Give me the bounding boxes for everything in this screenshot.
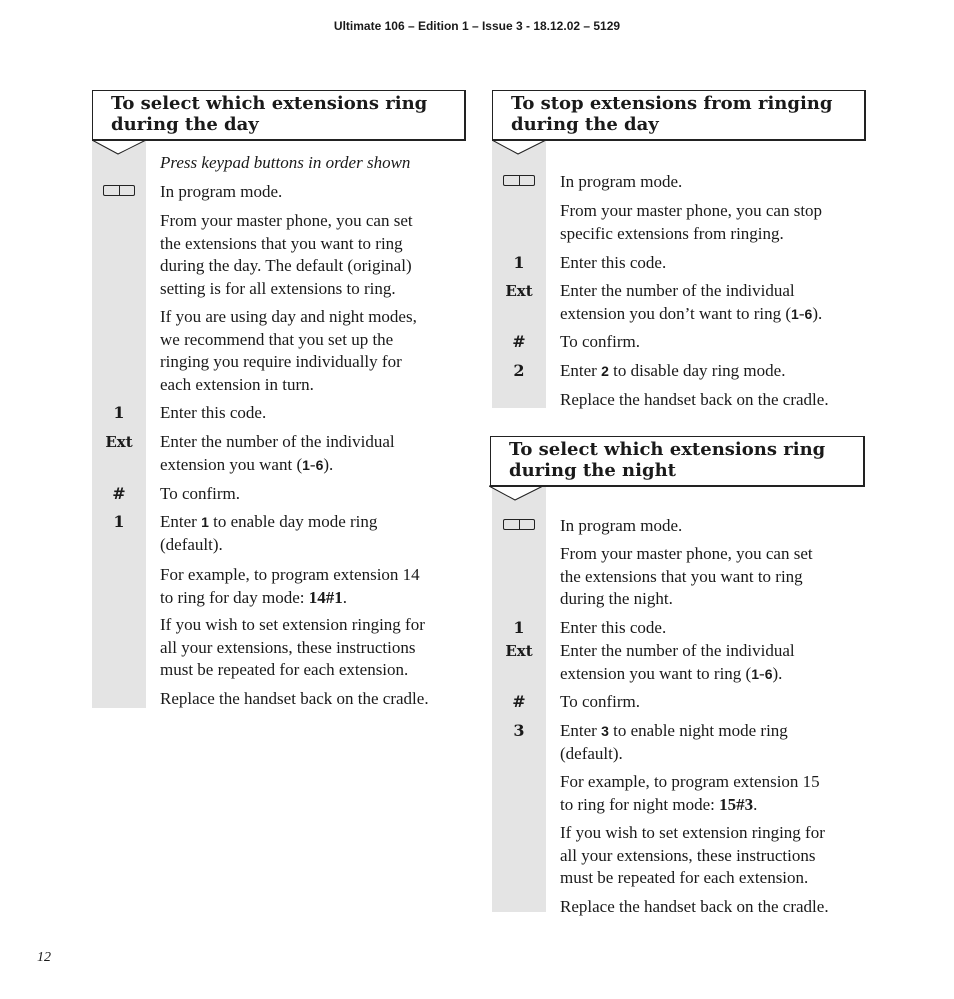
section-title: To select which extensions ring during the night xyxy=(490,436,865,487)
step-text: In program mode. xyxy=(560,172,683,191)
step-key-label: # xyxy=(512,332,526,351)
intro-text: Press keypad buttons in order shown xyxy=(160,153,411,172)
step-text: Replace the handset back on the cradle. xyxy=(560,390,829,409)
section-night-select xyxy=(489,436,866,916)
section-day-select xyxy=(92,90,466,710)
step-key-label: 1 xyxy=(113,512,125,531)
step-text: Enter this code. xyxy=(560,618,667,637)
step-text: Enter this code. xyxy=(560,253,667,272)
example-text: For example, to program extension 14 to ring for day mode: 14#1. xyxy=(160,565,420,607)
step-text: If you wish to set extension ringing for all your extensions, these instructions must be repeated for each extension. xyxy=(160,615,425,679)
step-key-label: Ext xyxy=(105,433,133,451)
program-key-icon xyxy=(103,185,135,196)
step-text: Enter 2 to disable day ring mode. xyxy=(560,361,786,380)
step-text: If you wish to set extension ringing for all your extensions, these instructions must be repeated for each extension. xyxy=(560,823,825,887)
step-text: Enter this code. xyxy=(160,403,267,422)
step-text: Enter 3 to enable night mode ring (default). xyxy=(560,721,788,763)
document-header: Ultimate 106 – Edition 1 – Issue 3 - 18.12.02 – 5129 xyxy=(333,19,621,33)
step-text: From your master phone, you can set the extensions that you want to ring during the day. The default (original) setting is for all extensions to ring. xyxy=(160,211,413,298)
step-text: Replace the handset back on the cradle. xyxy=(160,689,429,708)
step-text: Enter the number of the individual extension you want (1-6). xyxy=(160,432,395,474)
example-text: For example, to program extension 15 to ring for night mode: 15#3. xyxy=(560,772,820,814)
step-text: From your master phone, you can set the extensions that you want to ring during the night. xyxy=(560,544,813,608)
step-text: In program mode. xyxy=(560,516,683,535)
step-key-label: # xyxy=(512,692,526,711)
step-key-label: Ext xyxy=(505,642,533,660)
step-text: To confirm. xyxy=(160,484,241,503)
step-key-label: 2 xyxy=(513,361,525,380)
step-text: Enter the number of the individual extension you want to ring (1-6). xyxy=(560,641,795,683)
step-key-label: # xyxy=(112,484,126,503)
step-key-label: 1 xyxy=(513,253,525,272)
section-title: To select which extensions ring during the day xyxy=(92,90,466,141)
step-text: If you are using day and night modes, we recommend that you set up the ringing you require individually for each extension in turn. xyxy=(160,307,417,394)
step-text: To confirm. xyxy=(560,692,641,711)
section-title: To stop extensions from ringing during the day xyxy=(492,90,866,141)
step-text: To confirm. xyxy=(560,332,641,351)
page-number: 12 xyxy=(37,950,51,965)
section-day-stop xyxy=(492,90,866,410)
step-text: Enter 1 to enable day mode ring (default). xyxy=(160,512,378,554)
step-key-label: Ext xyxy=(505,282,533,300)
step-text: Replace the handset back on the cradle. xyxy=(560,897,829,916)
step-text: In program mode. xyxy=(160,182,283,201)
program-key-icon xyxy=(503,175,535,186)
step-key-label: 1 xyxy=(113,403,125,422)
step-key-label: 1 xyxy=(513,618,525,637)
step-key-label: 3 xyxy=(513,721,525,740)
step-text: From your master phone, you can stop specific extensions from ringing. xyxy=(560,201,823,243)
program-key-icon xyxy=(503,519,535,530)
step-text: Enter the number of the individual extension you don’t want to ring (1-6). xyxy=(560,281,823,323)
